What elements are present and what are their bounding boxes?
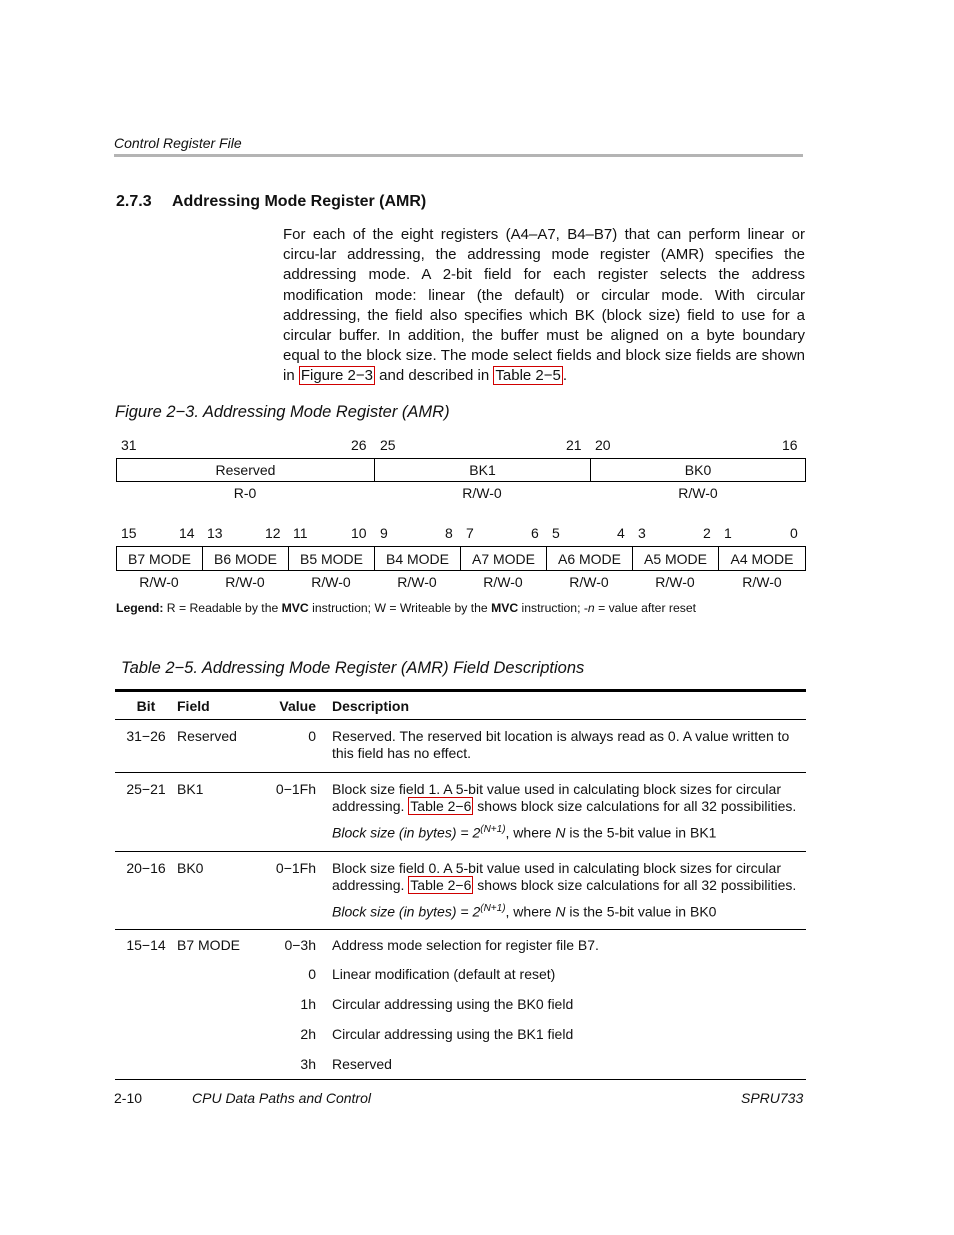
desc-part: shows block size calculations for all 32 possibilities. xyxy=(473,876,797,893)
intro-text-middle: and described in xyxy=(374,367,494,385)
cell-value: 3h xyxy=(259,1042,332,1080)
formula-exponent: (N+1) xyxy=(480,902,506,914)
cell-value: 0 xyxy=(259,720,332,773)
cell-field: BK1 xyxy=(177,773,259,852)
bit-number: 25 xyxy=(380,437,396,453)
legend-n: n xyxy=(587,601,595,615)
cell-empty xyxy=(115,1012,177,1042)
bit-number: 11 xyxy=(293,525,308,541)
cell-bit: 25−21 xyxy=(115,773,177,852)
formula-n: N xyxy=(555,903,566,920)
access-b4-mode: R/W-0 xyxy=(397,574,437,590)
footer-page-number: 2-10 xyxy=(114,1090,143,1106)
field-bk1: BK1 xyxy=(375,459,591,481)
legend-mvc: MVC xyxy=(281,601,309,615)
access-b7-mode: R/W-0 xyxy=(139,574,179,590)
legend-label: Legend: xyxy=(116,601,164,615)
desc-part: is the 5-bit value in BK0 xyxy=(565,903,717,920)
bit-number: 6 xyxy=(531,525,539,541)
bit-number: 14 xyxy=(179,525,195,541)
cell-description: Address mode selection for register file B7. xyxy=(332,937,599,954)
field-b7-mode: B7 MODE xyxy=(117,547,203,570)
table-row xyxy=(115,930,806,954)
table-subrow xyxy=(115,982,806,1012)
formula-text: Block size (in bytes) = 2 xyxy=(332,824,481,841)
table-row xyxy=(115,720,806,773)
table-row xyxy=(115,773,806,852)
desc-part: shows block size calculations for all 32 possibilities. xyxy=(473,798,797,814)
bit-number: 12 xyxy=(265,525,281,541)
legend-text: instruction; - xyxy=(518,601,588,615)
formula-text: Block size (in bytes) = 2 xyxy=(332,903,481,920)
field-a4-mode: A4 MODE xyxy=(730,550,794,567)
bit-number: 4 xyxy=(617,525,625,541)
access-b5-mode: R/W-0 xyxy=(311,574,351,590)
header-description: Description xyxy=(332,691,806,720)
access-a4-mode: R/W-0 xyxy=(742,574,782,590)
running-header: Control Register File xyxy=(114,135,242,151)
field-a5-mode: A5 MODE xyxy=(633,547,719,570)
desc-part: Block size field 0. A 5-bit value used in calculating block sizes for circular addressing. xyxy=(332,859,781,893)
cell-description: Reserved. The reserved bit location is always read as 0. A value written to this field has no effect. xyxy=(332,720,806,773)
bit-number: 20 xyxy=(595,437,611,453)
register-lower-fields xyxy=(116,546,806,571)
description-text xyxy=(332,781,806,815)
table-row xyxy=(115,851,806,930)
bit-number: 21 xyxy=(566,437,582,453)
bit-number: 1 xyxy=(724,525,732,541)
cell-bit: 31−26 xyxy=(115,720,177,773)
bit-number: 3 xyxy=(638,525,646,541)
section-number: 2.7.3 xyxy=(116,193,152,210)
cell-value: 2h xyxy=(300,1026,316,1043)
cell-description: Reserved xyxy=(332,1042,806,1080)
cell-empty xyxy=(115,1042,177,1080)
bit-number: 13 xyxy=(207,525,223,541)
access-a7-mode: R/W-0 xyxy=(483,574,523,590)
cell-empty xyxy=(177,982,259,1012)
access-bk1: R/W-0 xyxy=(462,485,502,501)
bit-number: 8 xyxy=(445,525,453,541)
table-subrow xyxy=(115,1042,806,1080)
bit-number: 10 xyxy=(351,525,367,541)
cell-empty xyxy=(115,953,177,982)
formula-line xyxy=(332,900,806,921)
figure-caption: Figure 2−3. Addressing Mode Register (AMR) xyxy=(115,403,450,421)
section-title: Addressing Mode Register (AMR) xyxy=(172,193,427,210)
field-a7-mode: A7 MODE xyxy=(461,547,547,570)
field-a6-mode: A6 MODE xyxy=(547,547,633,570)
cell-description xyxy=(332,851,806,930)
header-bit: Bit xyxy=(115,691,177,720)
header-value: Value xyxy=(259,691,332,720)
table-link[interactable]: Table 2−5 xyxy=(495,367,561,385)
desc-part: , where xyxy=(505,824,556,841)
field-description-table xyxy=(115,689,806,1080)
formula-line xyxy=(332,821,806,842)
field-b6-mode: B6 MODE xyxy=(203,547,289,570)
header-rule xyxy=(114,154,803,157)
cell-empty xyxy=(115,982,177,1012)
table-header-row xyxy=(115,691,806,720)
footer-chapter-title: CPU Data Paths and Control xyxy=(192,1090,371,1106)
cell-empty xyxy=(177,1012,259,1042)
cell-value: 0−1Fh xyxy=(259,773,332,852)
cell-field: BK0 xyxy=(177,851,259,930)
bit-number: 2 xyxy=(703,525,711,541)
register-upper-fields xyxy=(116,458,806,482)
cell-value: 0−3h xyxy=(284,937,316,954)
cell-bit: 20−16 xyxy=(115,851,177,930)
desc-part: Block size field 1. A 5-bit value used in calculating block sizes for circular addressing. xyxy=(332,781,781,814)
footer-doc-id: SPRU733 xyxy=(741,1090,804,1106)
field-reserved: Reserved xyxy=(117,459,375,481)
cell-description: Circular addressing using the BK0 field xyxy=(332,996,574,1013)
access-a5-mode: R/W-0 xyxy=(655,574,695,590)
cell-empty xyxy=(177,953,259,982)
intro-text-end: . xyxy=(562,367,568,385)
bit-number: 31 xyxy=(121,437,137,453)
formula-exponent: (N+1) xyxy=(480,824,506,835)
intro-text: For each of the eight registers (A4–A7, B4–B7) that can perform linear or circu-lar addressing, the addressing mode register (AMR) specifies the addressing mode. A 2-bit field for each register selects the address modification mode: linear (the default) or circular mode. With circular addressing, the field also specifies which BK (block size) field to use for a circular buffer. In addition, the buffer must be aligned on a byte boundary equal to the block size. The mode select fields and block size fields are shown in xyxy=(283,226,805,385)
bit-number: 26 xyxy=(351,437,367,453)
figure-link[interactable]: Figure 2−3 xyxy=(300,367,373,385)
cell-value: 1h xyxy=(300,996,316,1013)
cell-field: Reserved xyxy=(177,720,259,773)
desc-part: , where xyxy=(505,903,556,920)
bit-number: 9 xyxy=(380,525,388,541)
bit-number: 5 xyxy=(552,525,560,541)
table-link[interactable]: Table 2−6 xyxy=(410,798,472,814)
header-field: Field xyxy=(177,691,259,720)
access-bk0: R/W-0 xyxy=(678,485,718,501)
bit-number: 0 xyxy=(790,525,798,541)
legend-text: instruction; W = Writeable by the xyxy=(308,601,492,615)
intro-paragraph xyxy=(283,225,805,387)
cell-description xyxy=(332,773,806,852)
table-link[interactable]: Table 2−6 xyxy=(410,876,472,893)
field-b4-mode: B4 MODE xyxy=(375,547,461,570)
bit-number: 7 xyxy=(466,525,474,541)
cell-description: Linear modification (default at reset) xyxy=(332,966,556,983)
legend-text: = value after reset xyxy=(594,601,696,615)
legend-text: R = Readable by the xyxy=(163,601,282,615)
field-bk0: BK0 xyxy=(684,462,712,478)
cell-field: B7 MODE xyxy=(177,937,241,954)
field-b5-mode: B5 MODE xyxy=(289,547,375,570)
access-a6-mode: R/W-0 xyxy=(569,574,609,590)
table-subrow xyxy=(115,1012,806,1042)
figure-legend xyxy=(116,601,696,615)
bit-number: 16 xyxy=(782,437,798,453)
access-b6-mode: R/W-0 xyxy=(225,574,265,590)
table-subrow xyxy=(115,953,806,982)
bit-number: 15 xyxy=(121,525,137,541)
cell-value: 0−1Fh xyxy=(259,851,332,930)
cell-value: 0 xyxy=(308,966,316,983)
description-text xyxy=(332,860,806,894)
cell-empty xyxy=(177,1042,259,1080)
cell-bit: 15−14 xyxy=(126,937,166,954)
table-caption: Table 2−5. Addressing Mode Register (AMR) Field Descriptions xyxy=(121,659,585,677)
legend-mvc: MVC xyxy=(491,601,519,615)
cell-description: Circular addressing using the BK1 field xyxy=(332,1026,574,1043)
formula-n: N xyxy=(555,824,566,841)
access-reserved: R-0 xyxy=(233,485,257,501)
desc-part: is the 5-bit value in BK1 xyxy=(565,824,717,841)
